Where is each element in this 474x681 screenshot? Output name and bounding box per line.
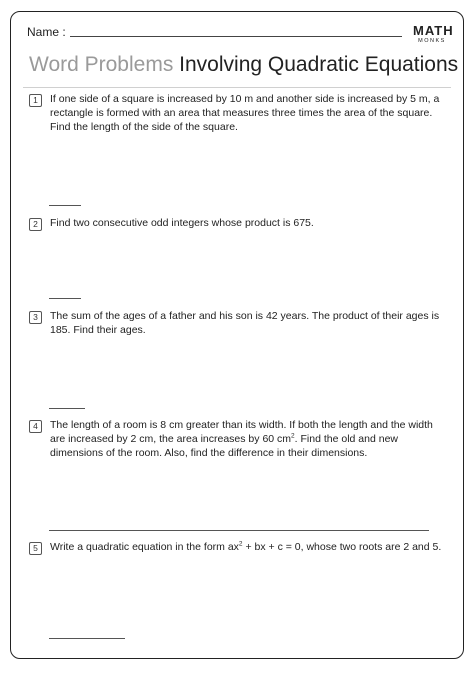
question-text-3: The sum of the ages of a father and his son is 42 years. The product of their ages is 185. Find their ages. <box>50 310 440 336</box>
question-text-5-main: Write a quadratic equation in the form ax <box>50 541 239 553</box>
title-part-1: Word Problems <box>29 53 174 76</box>
logo-subword: MONKS <box>418 38 446 44</box>
answer-line-4[interactable] <box>49 530 429 531</box>
answer-line-2[interactable] <box>49 298 81 299</box>
question-text-4-rest: . Find the old and new dimensions of the room. Also, find the difference in their dimensions. <box>50 433 398 459</box>
answer-line-5[interactable] <box>49 638 125 639</box>
question-2 <box>29 216 447 231</box>
question-text-4 <box>50 418 447 460</box>
name-field[interactable] <box>70 36 402 37</box>
question-number-1: 1 <box>29 94 42 107</box>
title-part-2: Involving Quadratic Equations <box>179 53 459 76</box>
question-text-5-superscript: 2 <box>238 540 243 548</box>
name-label: Name : <box>27 25 66 39</box>
question-text-4-main: The length of a room is 8 cm greater than its width. If both the length and the width are increased by 2 cm, the area increases by 60 cm <box>50 419 433 445</box>
question-1 <box>29 92 447 134</box>
question-4 <box>29 418 447 460</box>
question-text-5 <box>50 540 441 555</box>
question-number-5: 5 <box>29 542 42 555</box>
name-row <box>27 25 402 39</box>
page-title <box>29 52 458 78</box>
question-number-3: 3 <box>29 311 42 324</box>
answer-line-1[interactable] <box>49 205 81 206</box>
question-number-2: 2 <box>29 218 42 231</box>
logo-word: MATH <box>413 23 454 38</box>
math-monks-logo <box>413 23 454 45</box>
question-3 <box>29 309 447 337</box>
question-text-4-superscript: 2 <box>291 432 295 440</box>
question-text-2: Find two consecutive odd integers whose product is 675. <box>50 217 314 229</box>
question-text-1: If one side of a square is increased by 10 m and another side is increased by 5 m, a rectangle is formed with an area that measures three times the area of the square. Find the length of the side of the square. <box>50 93 440 133</box>
worksheet-page <box>10 11 464 659</box>
title-divider <box>23 87 451 88</box>
question-5 <box>29 540 447 555</box>
question-text-5-rest: + bx + c = 0, whose two roots are 2 and 5. <box>242 541 442 553</box>
question-number-4: 4 <box>29 420 42 433</box>
answer-line-3[interactable] <box>49 408 85 409</box>
